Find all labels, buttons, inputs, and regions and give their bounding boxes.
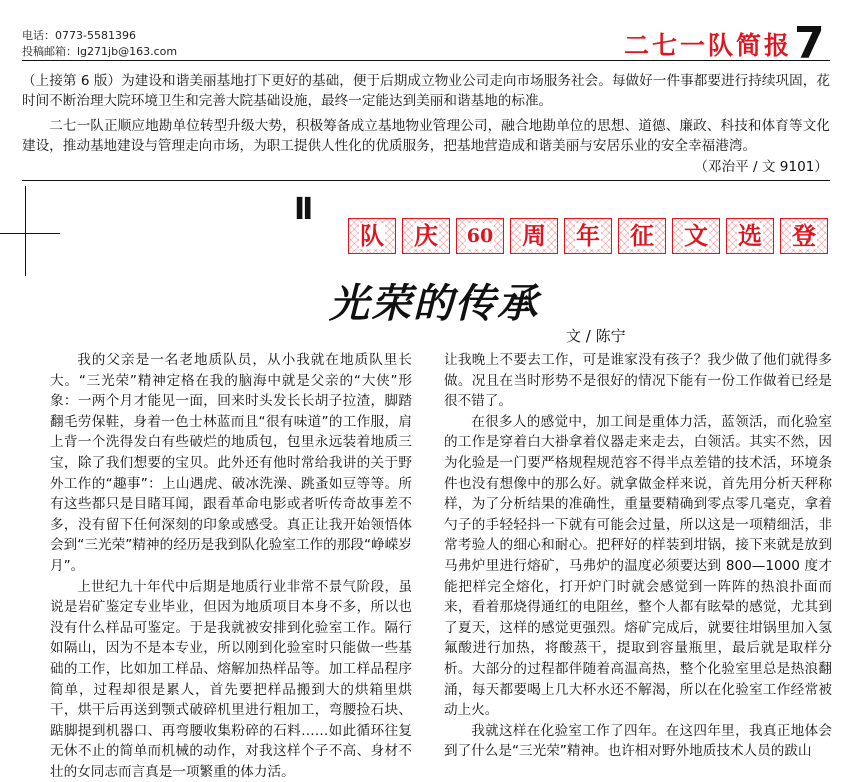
banner-char: 登 <box>780 218 828 254</box>
banner-char: 年 <box>564 218 612 254</box>
body-paragraph: 让我晚上不要去工作，可是谁家没有孩子？我少做了他们就得多做。况且在当时形势不是很好的情况下能有一份工作做着已经是很不错了。 <box>444 352 832 410</box>
header-phone: 电话：0773-5581396 <box>22 29 136 42</box>
body-paragraph: 上世纪九十年代中后期是地质行业非常不景气阶段，虽说是岩矿鉴定专业毕业，但因为地质项目本身不多，所以也没有什么样品可鉴定。于是我就被安排到化验室工作。隔行如隔山，因为不是本专业，所以刚到化验室时只能做一些基础的工作，比如加工样品、熔解加热样品等。加工样品程序简单，过程却很是累人，首先要把样品搬到大的烘箱里烘干，烘干后再送到颚式破碎机里进行粗加工，弯腰捡石块、踮脚提到机器口、再弯腰收集粉碎的石料……如此循环往复无休不止的简单而机械的动作，对我这样个子不高、身材不壮的女同志而言真是一项繁重的体力活。 <box>50 578 412 780</box>
body-paragraph: 我就这样在化验室工作了四年。在这四年里，我真正地体会到了什么是“三光荣”精神。也许相对野外地质技术人员的跋山 <box>444 722 832 760</box>
header-email: 投稿邮箱：lg271jb@163.com <box>22 45 178 58</box>
header-rule <box>22 60 830 61</box>
article-title: 光荣的传承 <box>329 280 539 327</box>
signature: （邓治平 / 文 9101） <box>694 159 828 175</box>
banner-char: 庆 <box>402 218 450 254</box>
brand-title: 二七一队简报 <box>624 31 793 60</box>
article-column-right <box>444 350 832 762</box>
article-byline: 文 / 陈宁 <box>566 327 626 345</box>
crop-mark-vertical <box>25 186 26 276</box>
banner-char: 选 <box>726 218 774 254</box>
section-banner <box>348 218 828 254</box>
banner-char: 周 <box>510 218 558 254</box>
body-paragraph: 我的父亲是一名老地质队员，从小我就在地质队里长大。“三光荣”精神定格在我的脑海中就是父亲的“大侠”形象：一两个月才能见一面，回来时头发长长胡子拉渣，脚踏翻毛劳保鞋，身着一色士林蓝而且“很有味道”的工作服，肩上背一个洗得发白有些破烂的地质包，包里永远装着地质三宝，除了我们想要的宝贝。此外还有他时常给我讲的关于野外工作的“趣事”：上山遇虎、破冰洗澡、跳蚤如豆等等。所有这些都只是目睹耳闻，跟看革命电影或者听传奇故事差不多，没有留下任何深刻的印象或感受。真正让我开始领悟体会到“三光荣”精神的经历是我到队化验室工作的那段“峥嵘岁月”。 <box>50 352 412 574</box>
header-contact <box>22 28 177 60</box>
section-divider <box>22 180 830 181</box>
continued-paragraph-1: （上接第 6 版）为建设和谐美丽基地打下更好的基础，便于后期成立物业公司走向市场服务社会。每做好一件事都要进行持续巩固，花时间不断治理大院环境卫生和完善大院基础设施，最终一定能达到美丽和谐基地的标准。 <box>22 73 830 109</box>
crop-mark-horizontal <box>0 233 60 234</box>
page-number: 7 <box>794 18 825 69</box>
banner-char: 60 <box>456 218 504 254</box>
banner-char: 征 <box>618 218 666 254</box>
part-marker: II <box>294 192 311 227</box>
banner-char: 文 <box>672 218 720 254</box>
banner-char: 队 <box>348 218 396 254</box>
article-column-left <box>50 350 412 782</box>
continued-paragraph-2: 二七一队正顺应地勘单位转型升级大势，积极筹备成立基地物业管理公司，融合地勘单位的思想、道德、廉政、科技和体育等文化建设，推动基地建设与管理走向市场，为职工提供人性化的优质服务，把基地营造成和谐美丽与安居乐业的安全幸福港湾。 <box>22 118 830 154</box>
body-paragraph: 在很多人的感觉中，加工间是重体力活，蓝领活，而化验室的工作是穿着白大褂拿着仪器走来走去，白领活。其实不然，因为化验是一门要严格规程规范容不得半点差错的技术活，环境条件也没有想像中的那么好。就拿做金样来说，首先用分析天秤称样，为了分析结果的准确性，重量要精确到零点零几毫克，拿着勺子的手轻轻抖一下就有可能会过量，所以这是一项精细活，非常考验人的细心和耐心。把秤好的样装到坩锅，接下来就是放到马弗炉里进行熔矿，马弗炉的温度必须要达到 800—1000 度才能把样完全熔化，打开炉门时就会感觉到一阵阵的热浪扑面而来，看着那烧得通红的电阻丝，整个人都有眩晕的感觉，尤其到了夏天，这样的感觉更强烈。熔矿完成后，就要往坩锅里加入氢氟酸进行加热，将酸蒸干，提取到容量瓶里，最后就是取样分析。大部分的过程都伴随着高温高热，整个化验室里总是热浪翻涌，每天都要喝上几大杯水还不解渴，所以在化验室工作经常被动上火。 <box>444 413 832 719</box>
